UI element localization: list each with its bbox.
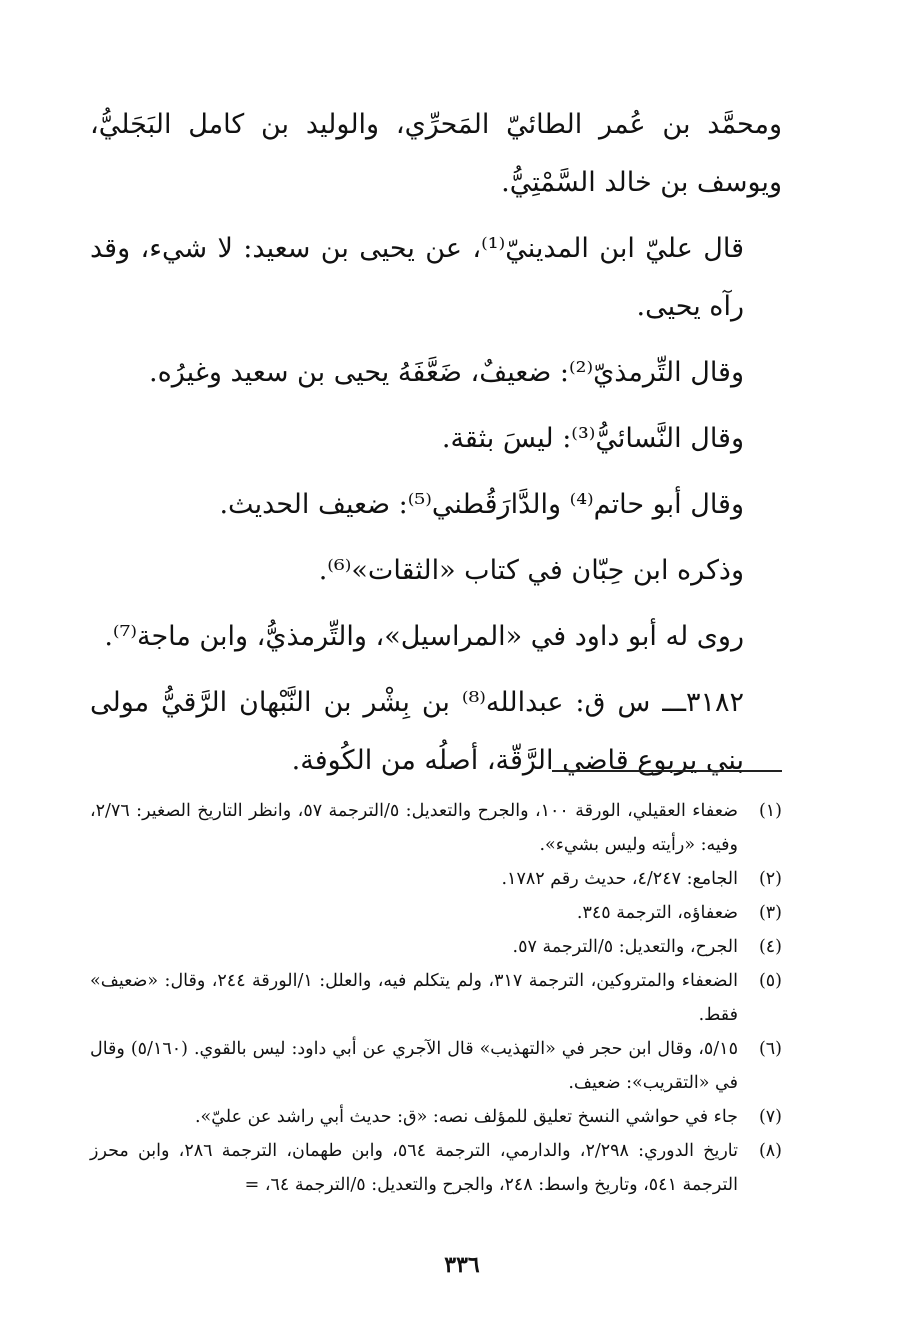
footnote-text: جاء في حواشي النسخ تعليق للمؤلف نصه: «ق: حديث أبي راشد عن عليّ». bbox=[194, 1107, 738, 1127]
footnote-7 bbox=[90, 1100, 782, 1134]
footnote-text: الجرح، والتعديل: ٥/الترجمة ٥٧. bbox=[512, 937, 738, 957]
footnote-number: (٢) bbox=[758, 869, 782, 889]
paragraph-4: وقال النَّسائيُّ⁽³⁾: ليسَ بثقة. bbox=[441, 423, 744, 454]
footnote-text: تاريخ الدوري: ٢/٢٩٨، والدارمي، الترجمة ٥٦٤، وابن طهمان، الترجمة ٢٨٦، وابن محرز الترجمة ٥٤١، وتاريخ واسط: ٢٤٨، والجرح والتعديل: ٥/الترجمة ٦٤، = bbox=[90, 1141, 739, 1195]
footnote-3 bbox=[90, 896, 782, 930]
footnote-number: (٥) bbox=[758, 971, 782, 991]
footnote-8 bbox=[90, 1134, 782, 1202]
paragraph-1: ومحمَّد بن عُمر الطائيّ المَحرِّي، والوليد بن كامل البَجَليُّ، ويوسف بن خالد السَّمْتِيُّ. bbox=[90, 109, 782, 198]
footnote-text: الجامع: ٤/٢٤٧، حديث رقم ١٧٨٢. bbox=[501, 869, 738, 889]
footnote-number: (٨) bbox=[758, 1141, 782, 1161]
footnote-divider bbox=[552, 770, 782, 772]
footnote-6 bbox=[90, 1032, 782, 1100]
footnote-number: (١) bbox=[758, 801, 782, 821]
footnote-1 bbox=[90, 794, 782, 862]
footnote-number: (٣) bbox=[758, 903, 782, 923]
footnote-number: (٦) bbox=[758, 1039, 782, 1059]
main-text-body bbox=[90, 96, 782, 798]
paragraph-7: روى له أبو داود في «المراسيل»، والتِّرمذيُّ، وابن ماجة⁽⁷⁾. bbox=[104, 621, 744, 652]
footnote-number: (٤) bbox=[758, 937, 782, 957]
footnote-4 bbox=[90, 930, 782, 964]
footnote-text: ضعفاء العقيلي، الورقة ١٠٠، والجرح والتعديل: ٥/الترجمة ٥٧، وانظر التاريخ الصغير: ٢/٧٦، وفيه: «رأيته وليس بشيء». bbox=[90, 801, 738, 855]
paragraph-2: قال عليّ ابن المدينيّ⁽¹⁾، عن يحيى بن سعيد: لا شيء، وقد رآه يحيى. bbox=[90, 233, 744, 322]
footnote-text: ضعفاؤه، الترجمة ٣٤٥. bbox=[576, 903, 738, 923]
paragraph-3: وقال التِّرمذيّ⁽²⁾: ضعيفٌ، ضَعَّفَهُ يحيى بن سعيد وغيرُه. bbox=[148, 357, 744, 388]
page-number: ٣٣٦ bbox=[444, 1252, 480, 1278]
paragraph-5: وقال أبو حاتم⁽⁴⁾ والدَّارَقُطني⁽⁵⁾: ضعيف الحديث. bbox=[219, 489, 744, 520]
footnote-text: الضعفاء والمتروكين، الترجمة ٣١٧، ولم يتكلم فيه، والعلل: ١/الورقة ٢٤٤، وقال: «ضعيف» فقط. bbox=[90, 971, 738, 1025]
paragraph-8-entry-3182: ٣١٨٢ـــ س ق: عبدالله⁽⁸⁾ بن بِشْر بن النَّبْهان الرَّقيُّ مولى بني يربوع قاضي الرَّقّة، أصلُه من الكُوفة. bbox=[90, 687, 744, 776]
footnote-2 bbox=[90, 862, 782, 896]
footnotes-section bbox=[90, 794, 782, 1202]
footnote-text: ٥/١٥، وقال ابن حجر في «التهذيب» قال الآجري عن أبي داود: ليس بالقوي. (٥/١٦٠) وقال في «التقريب»: ضعيف. bbox=[90, 1039, 738, 1093]
footnote-number: (٧) bbox=[758, 1107, 782, 1127]
footnote-5 bbox=[90, 964, 782, 1032]
paragraph-6: وذكره ابن حِبّان في كتاب «الثقات»⁽⁶⁾. bbox=[318, 555, 744, 586]
